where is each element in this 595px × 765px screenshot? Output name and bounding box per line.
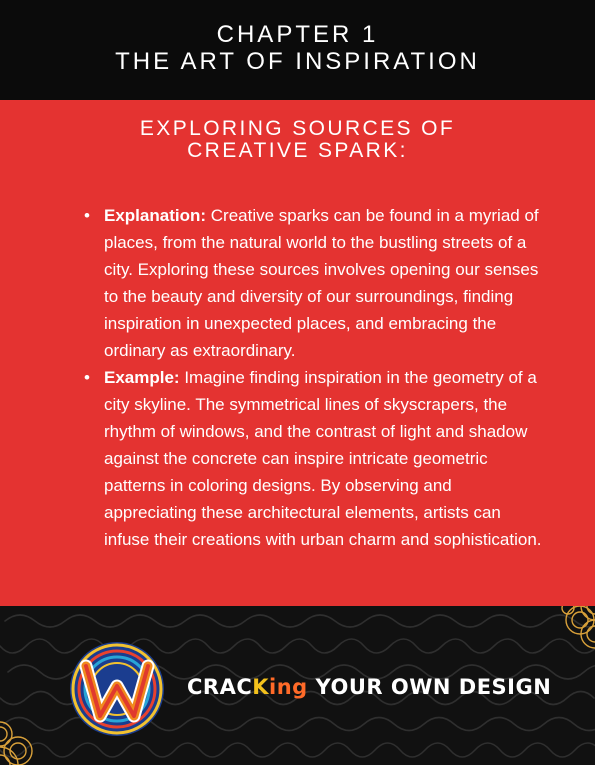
brand-title [187,674,551,700]
gold-wave-bottom-left [0,722,32,765]
brand-part-1: CRAC [187,675,253,699]
bullet-dot-icon: • [84,368,90,387]
chapter-title: THE ART OF INSPIRATION [115,48,480,75]
item-label: Example: [104,368,180,387]
brand-part-2: YOUR OWN DESIGN [307,675,552,699]
content-list [84,202,546,553]
chapter-header [0,0,595,100]
item-text: Creative sparks can be found in a myriad of places, from the natural world to the bustling streets of a city. Exploring these sources involves opening our senses to the beauty and diversity of our surroundings, finding inspiration in unexpected places, and embracing the ordinary as extraordinary. [104,206,539,360]
brand-ing: ing [269,675,308,699]
w-logo-icon [68,640,166,738]
item-label: Explanation: [104,206,207,225]
list-item-example [84,364,546,553]
item-text: Imagine finding inspiration in the geometry of a city skyline. The symmetrical lines of skyscrapers, the rhythm of windows, and the contrast of light and shadow against the concrete can inspire intricate geometric patterns in coloring designs. By observing and appreciating these architectural elements, artists can infuse their creations with urban charm and sophistication. [104,368,542,549]
section-title-line-2: CREATIVE SPARK: [187,139,408,162]
list-item-explanation [84,202,546,364]
chapter-number: CHAPTER 1 [216,21,379,48]
section-title [0,118,595,162]
section-title-line-1: EXPLORING SOURCES OF [139,117,456,140]
bullet-dot-icon: • [84,206,90,225]
brand-k: K [252,675,270,699]
